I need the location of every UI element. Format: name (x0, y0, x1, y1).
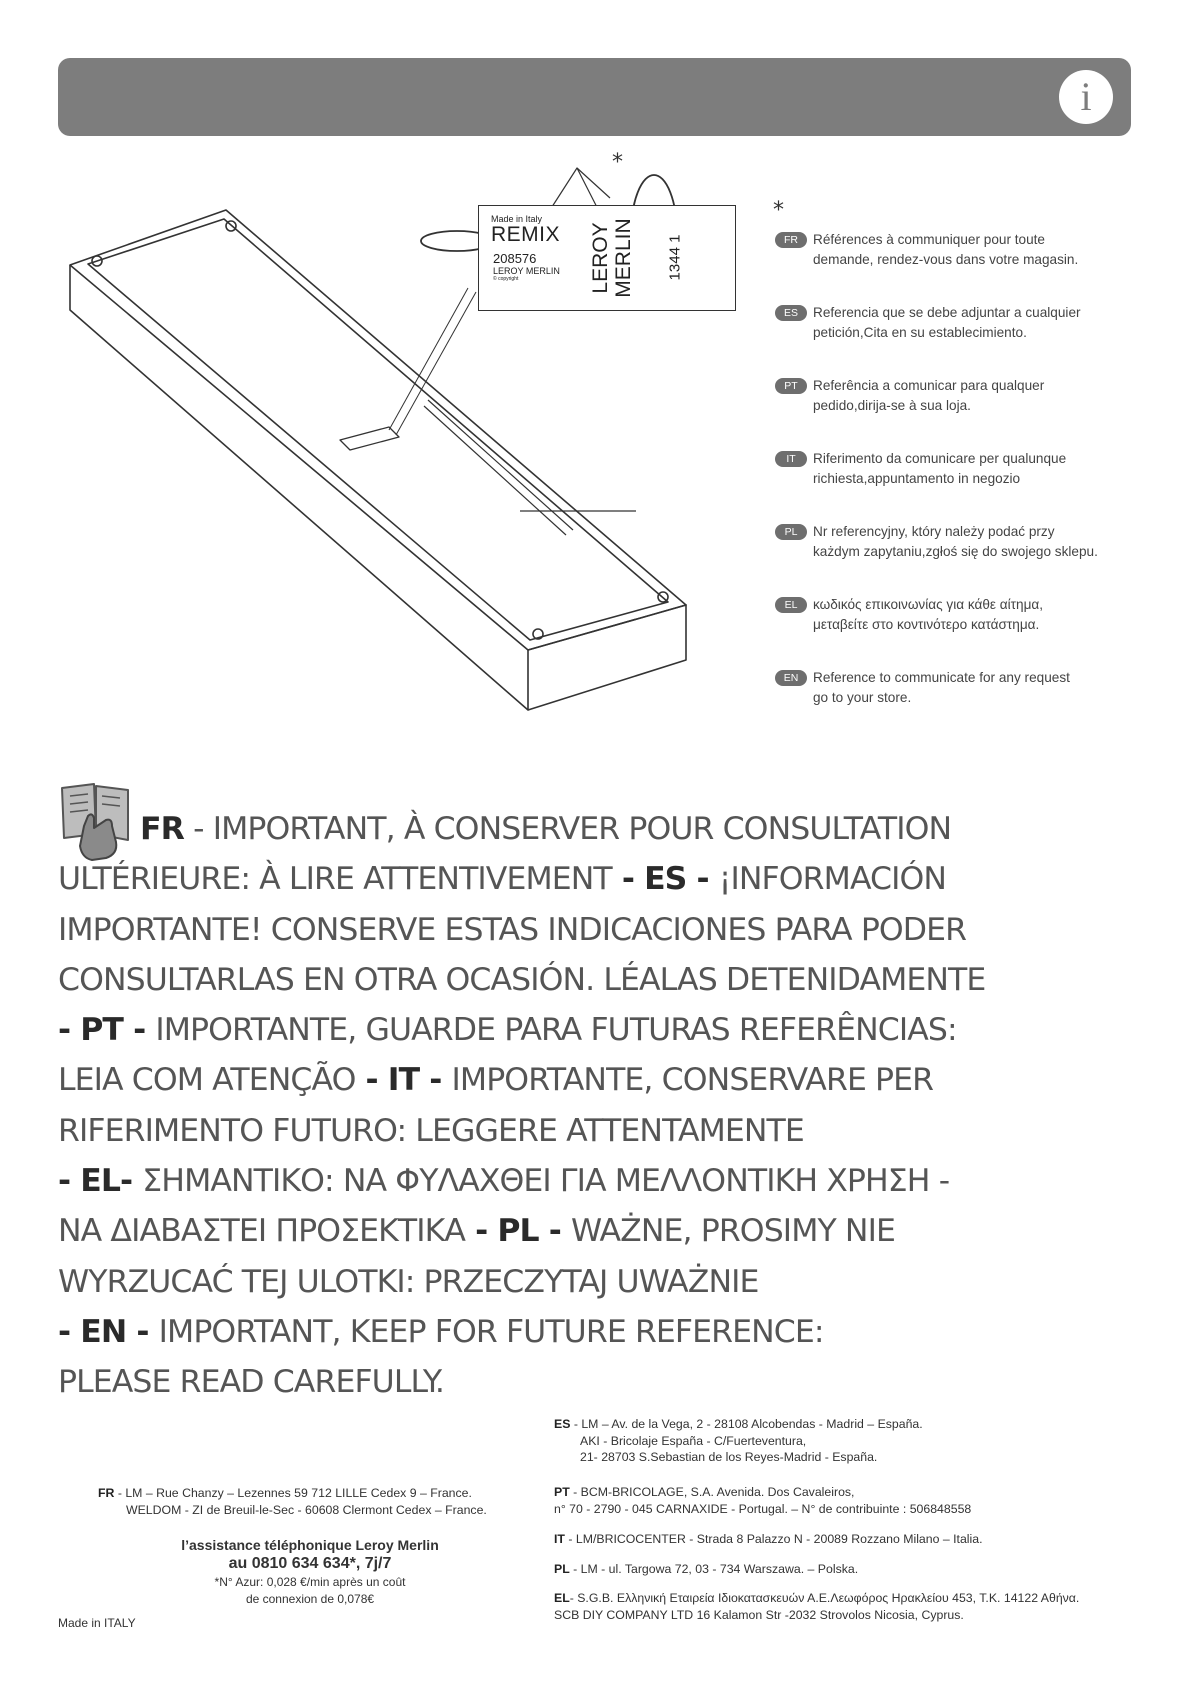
assistance-phone: au 0810 634 634*, 7j/7 (228, 1555, 392, 1572)
lang-badge: ES (775, 305, 807, 321)
address-it (554, 1531, 1144, 1548)
notice-text: ¡INFORMACIÓN (718, 861, 947, 898)
address-text: - BCM-BRICOLAGE, S.A. Avenida. Dos Cavaleiros, (569, 1485, 855, 1499)
reference-text: Referencia que se debe adjuntar a cualquier petición,Cita en su establecimiento. (813, 305, 1081, 340)
reference-text: κωδικός επικοινωνίας για κάθε αίτημα, μεταβείτε στο κοντινότερο κατάστημα. (813, 597, 1044, 632)
notice-dash: - (611, 861, 645, 898)
reference-item-pt (775, 376, 1145, 449)
address-text: 21- 28703 S.Sebastian de los Reyes-Madrid - España. (580, 1450, 878, 1464)
lang-badge: PL (775, 524, 807, 540)
address-text: - LM/BRICOCENTER - Strada 8 Palazzo N - 20089 Rozzano Milano – Italia. (564, 1532, 983, 1546)
address-text: - S.G.B. Ελληνική Εταιρεία Ιδιοκατασκευών Α.Ε.Λεωφόρος Ηρακλείου 453, Τ.Κ. 14122 Αθήνα. (569, 1591, 1080, 1605)
notice-text: IMPORTANT, À CONSERVER POUR CONSULTATION (212, 811, 952, 847)
notice-lang-code: EN (80, 1313, 127, 1350)
product-label-tag (340, 427, 399, 450)
address-fr (98, 1485, 548, 1518)
address-lang-code: IT (554, 1532, 565, 1546)
notice-text: WYRZUCAĆ TEJ ULOTKI: PRZECZYTAJ UWAŻNIE (58, 1263, 759, 1300)
address-text: AKI - Bricolaje España - C/Fuerteventura, (580, 1433, 807, 1448)
label-brand: LEROY MERLIN (493, 266, 560, 276)
notice-text: ULTÉRIEURE: À LIRE ATTENTIVEMENT (58, 861, 612, 898)
header-bar (58, 58, 1131, 136)
notice-dash: - (183, 811, 213, 847)
notice-dash: - (686, 861, 719, 898)
reference-item-en (775, 668, 1145, 741)
address-text: - LM - ul. Targowa 72, 03 - 734 Warszawa. – Polska. (569, 1562, 859, 1576)
box-front-side (70, 265, 528, 710)
phone-assistance (120, 1537, 500, 1607)
notice-dash: - (355, 1062, 388, 1099)
address-text: n° 70 - 2790 - 045 CARNAXIDE - Portugal. – N° de contribuinte : 506848558 (554, 1501, 972, 1516)
notice-dash: - (123, 1012, 156, 1049)
box-end-side (528, 605, 686, 710)
reference-item-pl (775, 522, 1145, 595)
important-notice: FR - IMPORTANT, À CONSERVER POUR CONSULTATION ULTÉRIEURE: À LIRE ATTENTIVEMENT - ES - ¡INFORMACIÓN IMPORTANTE! CONSERVE ESTAS INDICACIONES PARA PODER CONSULTARLAS EN OTRA OCASIÓN. LÉALAS DETENIDAMENTE - PT - IMPORTANTE, GUARDE PARA FUTURAS REFERÊNCIAS: LEIA COM ATENÇÃO - IT - IMPORTANTE, CONSERVARE PER RIFERIMENTO FUTURO: LEGGERE ATTENTAMENTE - EL- ΣΗΜΑΝΤΙΚΟ: ΝΑ ΦΥΛΑΧΘΕΙ ΓΙΑ ΜΕΛΛΟΝΤΙΚΗ ΧΡΗΣΗ - ΝΑ ΔΙΑΒΑΣΤΕΙ ΠΡΟΣΕΚΤΙΚΑ - PL - WAŻNE, PROSIMY NIE WYRZUCAĆ TEJ ULOTKI: PRZECZYTAJ UWAŻNIE - EN - IMPORTANT, KEEP FOR FUTURE REFERENCE: PLEASE READ CAREFULLY. (58, 804, 1148, 1408)
lang-badge: EL (775, 597, 807, 613)
notice-lang-code: EL (80, 1163, 121, 1200)
address-pt (554, 1484, 1144, 1517)
reference-text: Referência a comunicar para qualquer pedido,dirija-se à sua loja. (813, 378, 1045, 413)
assistance-title: l’assistance téléphonique Leroy Merlin (181, 1537, 439, 1553)
notice-text: IMPORTANTE! CONSERVE ESTAS INDICACIONES PARA PODER (58, 911, 967, 948)
notice-dash: - (419, 1062, 452, 1099)
notice-lang-code: PL (497, 1213, 539, 1250)
notice-text: ΣΗΜΑΝΤΙΚΟ: ΝΑ ΦΥΛΑΧΘΕΙ ΓΙΑ ΜΕΛΛΟΝΤΙΚΗ ΧΡΗΣΗ - (142, 1163, 950, 1200)
notice-text: CONSULTARLAS EN OTRA OCASIÓN. LÉALAS DETENIDAMENTE (58, 961, 986, 998)
callout-asterisk: * (612, 150, 623, 175)
notice-text: IMPORTANTE, CONSERVARE PER (451, 1062, 934, 1099)
notice-dash: - (538, 1213, 571, 1250)
reference-text: Nr referencyjny, który należy podać przy każdym zapytaniu,zgłoś się do swojego sklepu. (813, 524, 1098, 559)
label-vertical-brand: LEROY MERLIN (589, 218, 635, 298)
address-el (554, 1590, 1144, 1623)
label-made-in: Made in Italy (491, 214, 543, 224)
notice-dash: - (126, 1313, 159, 1350)
info-icon: i (1059, 70, 1113, 124)
assistance-note: de connexion de 0,078€ (245, 1592, 375, 1606)
reference-text: Riferimento da comunicare per qualunque richiesta,appuntamento in negozio (813, 451, 1067, 486)
label-copyright: © copyright (493, 276, 519, 282)
lang-badge: FR (775, 232, 807, 248)
address-text: - LM – Rue Chanzy – Lezennes 59 712 LILLE Cedex 9 – France. (114, 1486, 472, 1500)
address-lang-code: FR (98, 1486, 115, 1500)
notice-text: WAŻNE, PROSIMY NIE (570, 1213, 895, 1250)
assistance-note: *N° Azur: 0,028 €/min après un coût (214, 1575, 406, 1589)
address-es (554, 1416, 1144, 1466)
reference-item-el (775, 595, 1145, 668)
label-product-name: REMIX (491, 223, 561, 246)
lang-badge: PT (775, 378, 807, 394)
references-asterisk: * (773, 198, 784, 223)
product-label-card (478, 205, 736, 311)
reference-item-es (775, 303, 1145, 376)
notice-lang-code: IT (387, 1062, 420, 1099)
notice-text: RIFERIMENTO FUTURO: LEGGERE ATTENTAMENTE (58, 1112, 804, 1149)
notice-text: LEIA COM ATENÇÃO (58, 1062, 356, 1099)
notice-dash: - (465, 1213, 498, 1250)
notice-lang-code: ES (644, 861, 687, 898)
address-lang-code: PT (554, 1485, 570, 1499)
notice-text: PLEASE READ CAREFULLY. (58, 1364, 445, 1401)
address-text: WELDOM - ZI de Breuil-le-Sec - 60608 Clermont Cedex – France. (126, 1502, 487, 1517)
address-lang-code: PL (554, 1562, 570, 1576)
notice-text: IMPORTANT, KEEP FOR FUTURE REFERENCE: (158, 1313, 824, 1350)
reference-text: Reference to communicate for any request go to your store. (813, 670, 1070, 705)
label-reference: 208576 (493, 251, 537, 266)
reference-text: Références à communiquer pour toute demande, rendez-vous dans votre magasin. (813, 232, 1079, 267)
address-lang-code: EL (554, 1591, 570, 1605)
address-pl (554, 1561, 1144, 1578)
reference-item-it (775, 449, 1145, 522)
address-lang-code: ES (554, 1417, 571, 1431)
notice-text: IMPORTANTE, GUARDE PARA FUTURAS REFERÊNCIAS: (155, 1012, 957, 1049)
notice-lang-code: PT (80, 1012, 124, 1049)
address-text: SCB DIY COMPANY LTD 16 Kalamon Str -2032 Strovolos Nicosia, Cyprus. (554, 1607, 964, 1622)
notice-text: ΝΑ ΔΙΑΒΑΣΤΕΙ ΠΡΟΣΕΚΤΙΚΑ (58, 1213, 465, 1250)
notice-lang-code: FR (140, 811, 184, 847)
lang-badge: IT (775, 451, 807, 467)
label-batch-code: 1344 1 (666, 234, 684, 281)
reference-instructions (775, 230, 1145, 741)
made-in: Made in ITALY (58, 1616, 136, 1630)
address-text: - LM – Av. de la Vega, 2 - 28108 Alcobendas - Madrid – España. (570, 1417, 923, 1431)
lang-badge: EN (775, 670, 807, 686)
reference-item-fr (775, 230, 1145, 303)
